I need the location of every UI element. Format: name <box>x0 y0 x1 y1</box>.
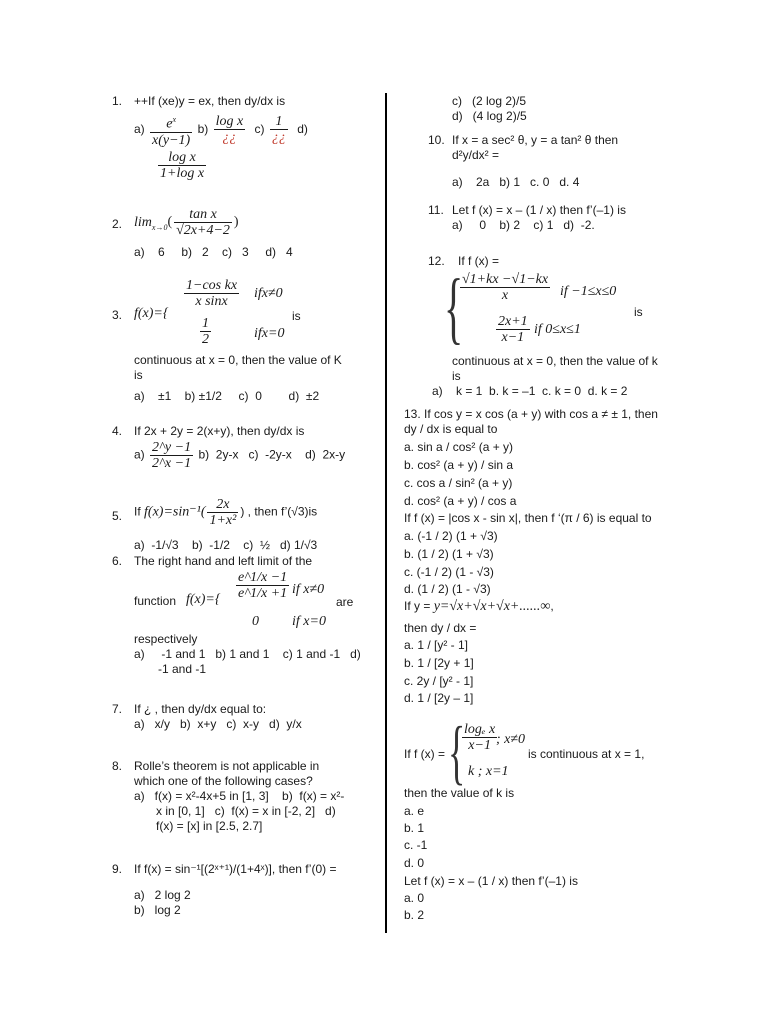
question-4-options: a) $\frac{2\^{}y -1}{2\^{}x -1}$ b) 2y-x c) -2y-x d) 2x-y <box>134 440 346 471</box>
option: c. cos a / sin² (a + y) <box>404 476 513 490</box>
question-3 <box>112 278 374 348</box>
option-label: c) <box>254 122 265 136</box>
question-number: 8. <box>112 759 123 773</box>
question-16: If f (x) = { $\frac{\text{logₑ x}}{x-1}$ ; x≠0 is continuous at x = 1, k ; x=1 <box>404 712 645 792</box>
brace-glyph: { <box>448 712 466 792</box>
option: d. 1 / [2y – 1] <box>404 691 474 705</box>
piece-bottom-fraction: $\frac{1}{2}$ <box>202 316 209 347</box>
question-2-options: a) 6 b) 2 c) 3 d) 4 <box>134 245 293 259</box>
option: d. 0 <box>404 856 425 870</box>
question-2: 2. $\lim_{x\to 0}$( $\frac{\text{tan x}}{√2x+4-2}$ ) <box>112 207 239 238</box>
is-label: is <box>292 309 301 323</box>
question-15: If y = y=√x+√x+√x+......∞, <box>404 599 554 614</box>
option: b. (1 / 2) (1 + √3) <box>404 547 494 561</box>
question-13: 13. If cos y = x cos (a + y) with cos a ≠ ± 1, then <box>404 407 658 421</box>
question-15-text: then dy / dx = <box>404 621 477 635</box>
option-b-fraction: $\frac{\text{log x}}{¿¿}$ <box>215 114 244 146</box>
function-fraction: $\frac{2x}{\text{1+x²}}$ <box>209 497 237 528</box>
question-7: 7. If ¿ , then dy/dx equal to: a) x/y b) x+y c) x-y d) y/x <box>112 702 302 731</box>
question-14: If f (x) = |cos x - sin x|, then f ‘(π / 6) is equal to <box>404 511 652 525</box>
question-number: 9. <box>112 862 123 876</box>
question-number: 2. <box>112 217 123 231</box>
question-1 <box>112 94 374 109</box>
question-13-text: dy / dx is equal to <box>404 422 498 436</box>
right-column <box>404 0 684 1024</box>
piece-top-fraction: $\frac{e\^{}1/x -1}{e\^{}1/x +1}$ <box>238 570 288 601</box>
question-number: 12. <box>428 254 445 268</box>
limit-fraction: $\frac{\text{tan x}}{√2x+4-2}$ <box>176 207 230 238</box>
question-6-options: respectively a) -1 and 1 b) 1 and 1 c) 1 and -1 d) -1 and -1 <box>134 632 361 676</box>
question-number: 7. <box>112 702 123 716</box>
question-number: 11. <box>428 203 444 217</box>
radical-equation: y=√x+√x+√x+......∞ <box>433 599 551 614</box>
question-12-function: { $\frac{√1+kx -√1-kx}{x}$ if −1≤x≤0 is $\frac{2x+1}{x-1}$ if 0≤x≤1 <box>444 264 643 352</box>
piece-bottom-condition: ifx=0 <box>254 326 285 341</box>
question-8: 8. Rolle’s theorem is not applicable in which one of the following cases? a) f(x) = x²-4x+5 in [1, 3] b) f(x) = x²- x in [0, 1] c) f(x) = x in [-2, 2] d) f(x) = [x] in [2.5, 2.7] <box>112 759 345 833</box>
option: a. (-1 / 2) (1 + √3) <box>404 529 498 543</box>
option: c. (-1 / 2) (1 - √3) <box>404 565 494 579</box>
question-3-options: a) ±1 b) ±1/2 c) 0 d) ±2 <box>134 389 320 403</box>
question-16-text: then the value of k is <box>404 786 515 800</box>
question-9-options: a) 2 log 2 b) log 2 <box>134 888 191 917</box>
column-divider <box>385 93 387 933</box>
question-5-options: a) -1/√3 b) -1/2 c) ½ d) 1/√3 <box>134 538 318 552</box>
piece-top-condition: ifx≠0 <box>254 286 283 301</box>
option: a. 0 <box>404 891 425 905</box>
question-number: 1. <box>112 94 123 108</box>
function-def: f(x)={ <box>134 306 169 321</box>
question-9-continued: c) (2 log 2)/5 d) (4 log 2)/5 <box>452 94 527 123</box>
brace-glyph: { <box>444 264 464 352</box>
question-number: 6. <box>112 554 123 568</box>
question-6-function: function f(x)={ $\frac{e\^{}1/x -1}{e\^{}1/x +1}$ if x≠0 are 0 if x=0 <box>134 570 354 629</box>
question-number: 3. <box>112 308 123 322</box>
question-5: 5. If f(x)=sin⁻¹( $\frac{2x}{\text{1+x²}}$ ) , then f’(√3)is <box>112 497 318 528</box>
option: c. 2y / [y² - 1] <box>404 674 474 688</box>
piece-top-fraction: $\frac{√1+kx -√1-kx}{x}$ <box>462 272 549 303</box>
question-12-text: continuous at x = 0, then the value of k is a) k = 1 b. k = –1 c. k = 0 d. k = 2 <box>432 354 658 398</box>
question-4: 4. If 2x + 2y = 2(x+y), then dy/dx is <box>112 424 305 438</box>
piece-top-fraction: $\frac{\text{1−cos kx}}{\text{x sinx}}$ <box>186 278 238 309</box>
option: b. cos² (a + y) / sin a <box>404 458 514 472</box>
option: a. sin a / cos² (a + y) <box>404 440 514 454</box>
question-number: 10. <box>428 133 445 147</box>
option: b. 1 / [2y + 1] <box>404 656 474 670</box>
limit-symbol: $\lim_{x\to 0}$ <box>134 214 168 232</box>
option-a-fraction: $\frac{2\^{}y -1}{2\^{}x -1}$ <box>152 440 192 471</box>
question-11: 11. Let f (x) = x – (1 / x) then f’(–1) is a) 0 b) 2 c) 1 d) -2. <box>428 203 626 232</box>
piece-bottom-fraction: $\frac{2x+1}{x-1}$ <box>498 314 528 345</box>
option: b. 2 <box>404 908 425 922</box>
option: a. e <box>404 804 425 818</box>
left-column <box>112 0 374 1024</box>
question-10-options: a) 2a b) 1 c. 0 d. 4 <box>452 175 580 189</box>
question-10: 10. If x = a sec² θ, y = a tan² θ then d²y/dx² = <box>428 133 619 162</box>
question-12: 12. If f (x) = <box>428 254 500 268</box>
question-6: 6. The right hand and left limit of the <box>112 554 313 568</box>
option: c. -1 <box>404 838 428 852</box>
question-9: 9. If f(x) = sin⁻¹[(2ˣ⁺¹)/(1+4ˣ)], then f’(0) = <box>112 862 337 876</box>
option-label: a) <box>134 122 145 136</box>
option-c-fraction: $\frac{1}{¿¿}$ <box>271 114 286 146</box>
question-number: 5. <box>112 509 123 523</box>
option: a. 1 / [y² - 1] <box>404 638 469 652</box>
question-text: ++If (xe)y = ex, then dy/dx is <box>134 94 286 108</box>
question-1-options <box>112 112 374 152</box>
question-1-option-d <box>112 150 374 181</box>
option-d-fraction: $\frac{\text{log x}}{\text{1+log x}}$ <box>160 150 205 181</box>
option-a-fraction: $\frac{e^x}{x(y-1)}$ <box>152 115 191 148</box>
option-label: d) <box>297 122 308 136</box>
piece-top-fraction: $\frac{\text{logₑ x}}{x-1}$ <box>464 722 496 753</box>
question-number: 4. <box>112 424 123 438</box>
question-17: Let f (x) = x – (1 / x) then f’(–1) is <box>404 874 578 888</box>
question-3-text: continuous at x = 0, then the value of K is <box>134 353 342 382</box>
option: d. cos² (a + y) / cos a <box>404 494 517 508</box>
option: b. 1 <box>404 821 425 835</box>
option-label: b) <box>197 122 209 136</box>
option: d. (1 / 2) (1 - √3) <box>404 582 491 596</box>
